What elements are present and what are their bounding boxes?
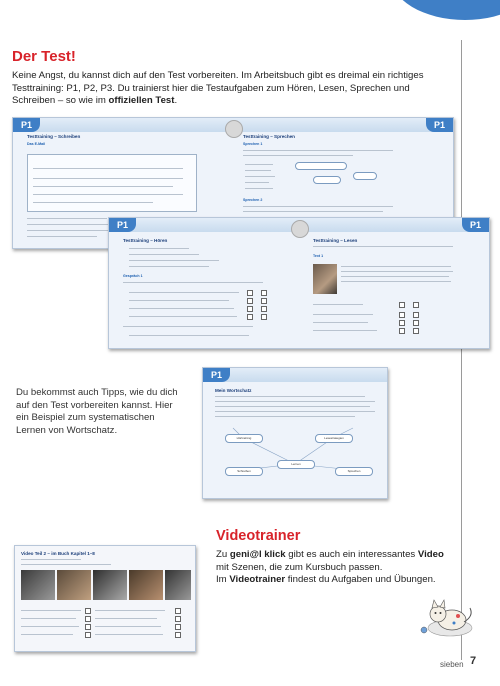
text-line (27, 236, 97, 237)
page-word: sieben (440, 660, 464, 669)
intro-paragraph (12, 70, 444, 108)
text-line (245, 164, 273, 165)
text-line (123, 282, 263, 283)
margin-rule (461, 40, 462, 660)
text-line (341, 281, 451, 282)
answer-checkbox (413, 320, 419, 326)
portrait-photo (313, 264, 337, 294)
answer-checkbox (175, 632, 181, 638)
mindmap-node: Sprechen (335, 467, 373, 476)
mindmap-node: Schreiben (225, 467, 263, 476)
answer-checkbox (85, 624, 91, 630)
text-line (33, 178, 183, 179)
video-still (21, 570, 55, 600)
left-subheading: Gespräch 1 (123, 274, 143, 278)
vt-text-a: Zu (216, 549, 230, 560)
text-line (129, 260, 219, 261)
text-line (313, 246, 453, 247)
vt-text-e: mit Szenen, die zum Kursbuch passen. (216, 561, 383, 573)
right-heading: Testtraining – Sprechen (243, 134, 295, 139)
intro-bold: offiziellen Test (108, 95, 175, 107)
tab-p1-left: P1 (109, 218, 136, 232)
text-line (95, 634, 163, 635)
cd-icon (291, 220, 309, 238)
speech-bubble (353, 172, 377, 180)
answer-checkbox (247, 306, 253, 312)
left-subheading: Das E-Mail (27, 142, 46, 146)
text-line (129, 308, 234, 309)
cd-icon (225, 120, 243, 138)
vt-text-d: Video (417, 549, 444, 560)
cat-mascot-illustration (412, 590, 482, 640)
mindmap-node: Hörtraining (225, 434, 263, 443)
text-line (129, 316, 237, 317)
text-line (95, 610, 165, 611)
text-line (129, 292, 239, 293)
text-line (245, 188, 273, 189)
mindmap-node: Lernen (277, 460, 315, 469)
answer-checkbox (399, 328, 405, 334)
left-heading: Testtraining – Hören (123, 238, 168, 243)
text-line (243, 211, 383, 212)
text-line (33, 168, 183, 169)
right-subheading: Text 1 (313, 254, 324, 258)
text-line (33, 186, 173, 187)
spread-wortschatz (202, 367, 388, 499)
right-subheading-2: Sprechen 2 (243, 198, 263, 202)
video-still (57, 570, 91, 600)
answer-checkbox (175, 616, 181, 622)
answer-checkbox (413, 312, 419, 318)
text-line (21, 564, 111, 565)
video-heading: Video Teil 2 – im Buch Kapitel 1–8 (21, 551, 95, 556)
answer-checkbox (175, 624, 181, 630)
vt-text-g: Videotrainer (229, 574, 286, 585)
text-line (95, 618, 157, 619)
right-heading: Testtraining – Lesen (313, 238, 358, 243)
answer-checkbox (413, 302, 419, 308)
text-line (21, 618, 76, 619)
answer-checkbox (175, 608, 181, 614)
wortschatz-heading: Mein Wortschatz (215, 388, 252, 393)
text-line (129, 300, 229, 301)
answer-checkbox (399, 320, 405, 326)
videotrainer-title: Videotrainer (216, 528, 301, 544)
answer-checkbox (261, 298, 267, 304)
answer-checkbox (261, 306, 267, 312)
text-line (123, 326, 253, 327)
mindmap-node: Lesestrategien (315, 434, 353, 443)
tips-paragraph: Du bekommst auch Tipps, wie du dich auf den Test vorbereiten kannst. Hier ein Beispiel zum systematischen Lernen von Wortschatz. (16, 387, 178, 436)
tab-p1-right: P1 (426, 118, 453, 132)
text-line (27, 218, 107, 219)
intro-end: . (174, 95, 178, 107)
text-line (243, 155, 353, 156)
page-number: 7 (470, 655, 477, 667)
vt-text-c: gibt es auch ein interessantes (285, 549, 418, 560)
answer-checkbox (413, 328, 419, 334)
vt-text-b: geni@l klick (229, 549, 286, 560)
right-subheading: Sprechen 1 (243, 142, 263, 146)
speech-bubble (313, 176, 341, 184)
text-line (21, 610, 81, 611)
text-line (245, 170, 271, 171)
text-line (313, 322, 368, 323)
text-line (243, 206, 393, 207)
answer-checkbox (247, 290, 253, 296)
text-line (245, 182, 269, 183)
tab-p1-right: P1 (462, 218, 489, 232)
answer-checkbox (247, 298, 253, 304)
text-line (341, 266, 451, 267)
intro-text: Keine Angst, du kannst dich auf den Test vorbereiten. Im Arbeitsbuch gibt es dreimal ein richtiges Testtraining: P1, P2, P3. Du trainierst hier die Testaufgaben zum Hören, Lesen, Sprechen und Schreiben – so wie im (12, 70, 424, 107)
answer-checkbox (261, 290, 267, 296)
text-line (33, 202, 153, 203)
videotrainer-text (216, 549, 456, 587)
email-form-box (27, 154, 197, 212)
text-line (341, 271, 453, 272)
video-still (129, 570, 163, 600)
answer-checkbox (247, 314, 253, 320)
video-still (165, 570, 191, 600)
video-still (93, 570, 127, 600)
answer-checkbox (261, 314, 267, 320)
vt-text-h: findest du Aufgaben und Übungen. (285, 574, 436, 585)
text-line (27, 224, 117, 225)
text-line (129, 248, 189, 249)
speech-bubble (295, 162, 347, 170)
left-heading: Testtraining – Schreiben (27, 134, 81, 139)
spread-video (14, 545, 196, 652)
tab-p1-left: P1 (13, 118, 40, 132)
answer-checkbox (85, 608, 91, 614)
answer-checkbox (399, 302, 405, 308)
answer-checkbox (85, 632, 91, 638)
spread-hoeren-lesen (108, 217, 490, 349)
vt-text-f: Im (216, 574, 230, 585)
tab-p1: P1 (203, 368, 230, 382)
text-line (245, 176, 275, 177)
text-line (33, 194, 183, 195)
answer-checkbox (399, 312, 405, 318)
text-line (21, 626, 79, 627)
text-line (129, 254, 199, 255)
text-line (341, 276, 449, 277)
text-line (243, 150, 393, 151)
mind-map (203, 368, 387, 498)
text-line (129, 335, 249, 336)
page-title: Der Test! (12, 48, 76, 65)
text-line (313, 330, 377, 331)
text-line (313, 314, 373, 315)
answer-checkbox (85, 616, 91, 622)
text-line (95, 626, 161, 627)
text-line (129, 266, 209, 267)
corner-decoration (390, 0, 500, 20)
text-line (313, 304, 363, 305)
text-line (21, 634, 73, 635)
text-line (21, 559, 81, 560)
text-line (27, 230, 112, 231)
